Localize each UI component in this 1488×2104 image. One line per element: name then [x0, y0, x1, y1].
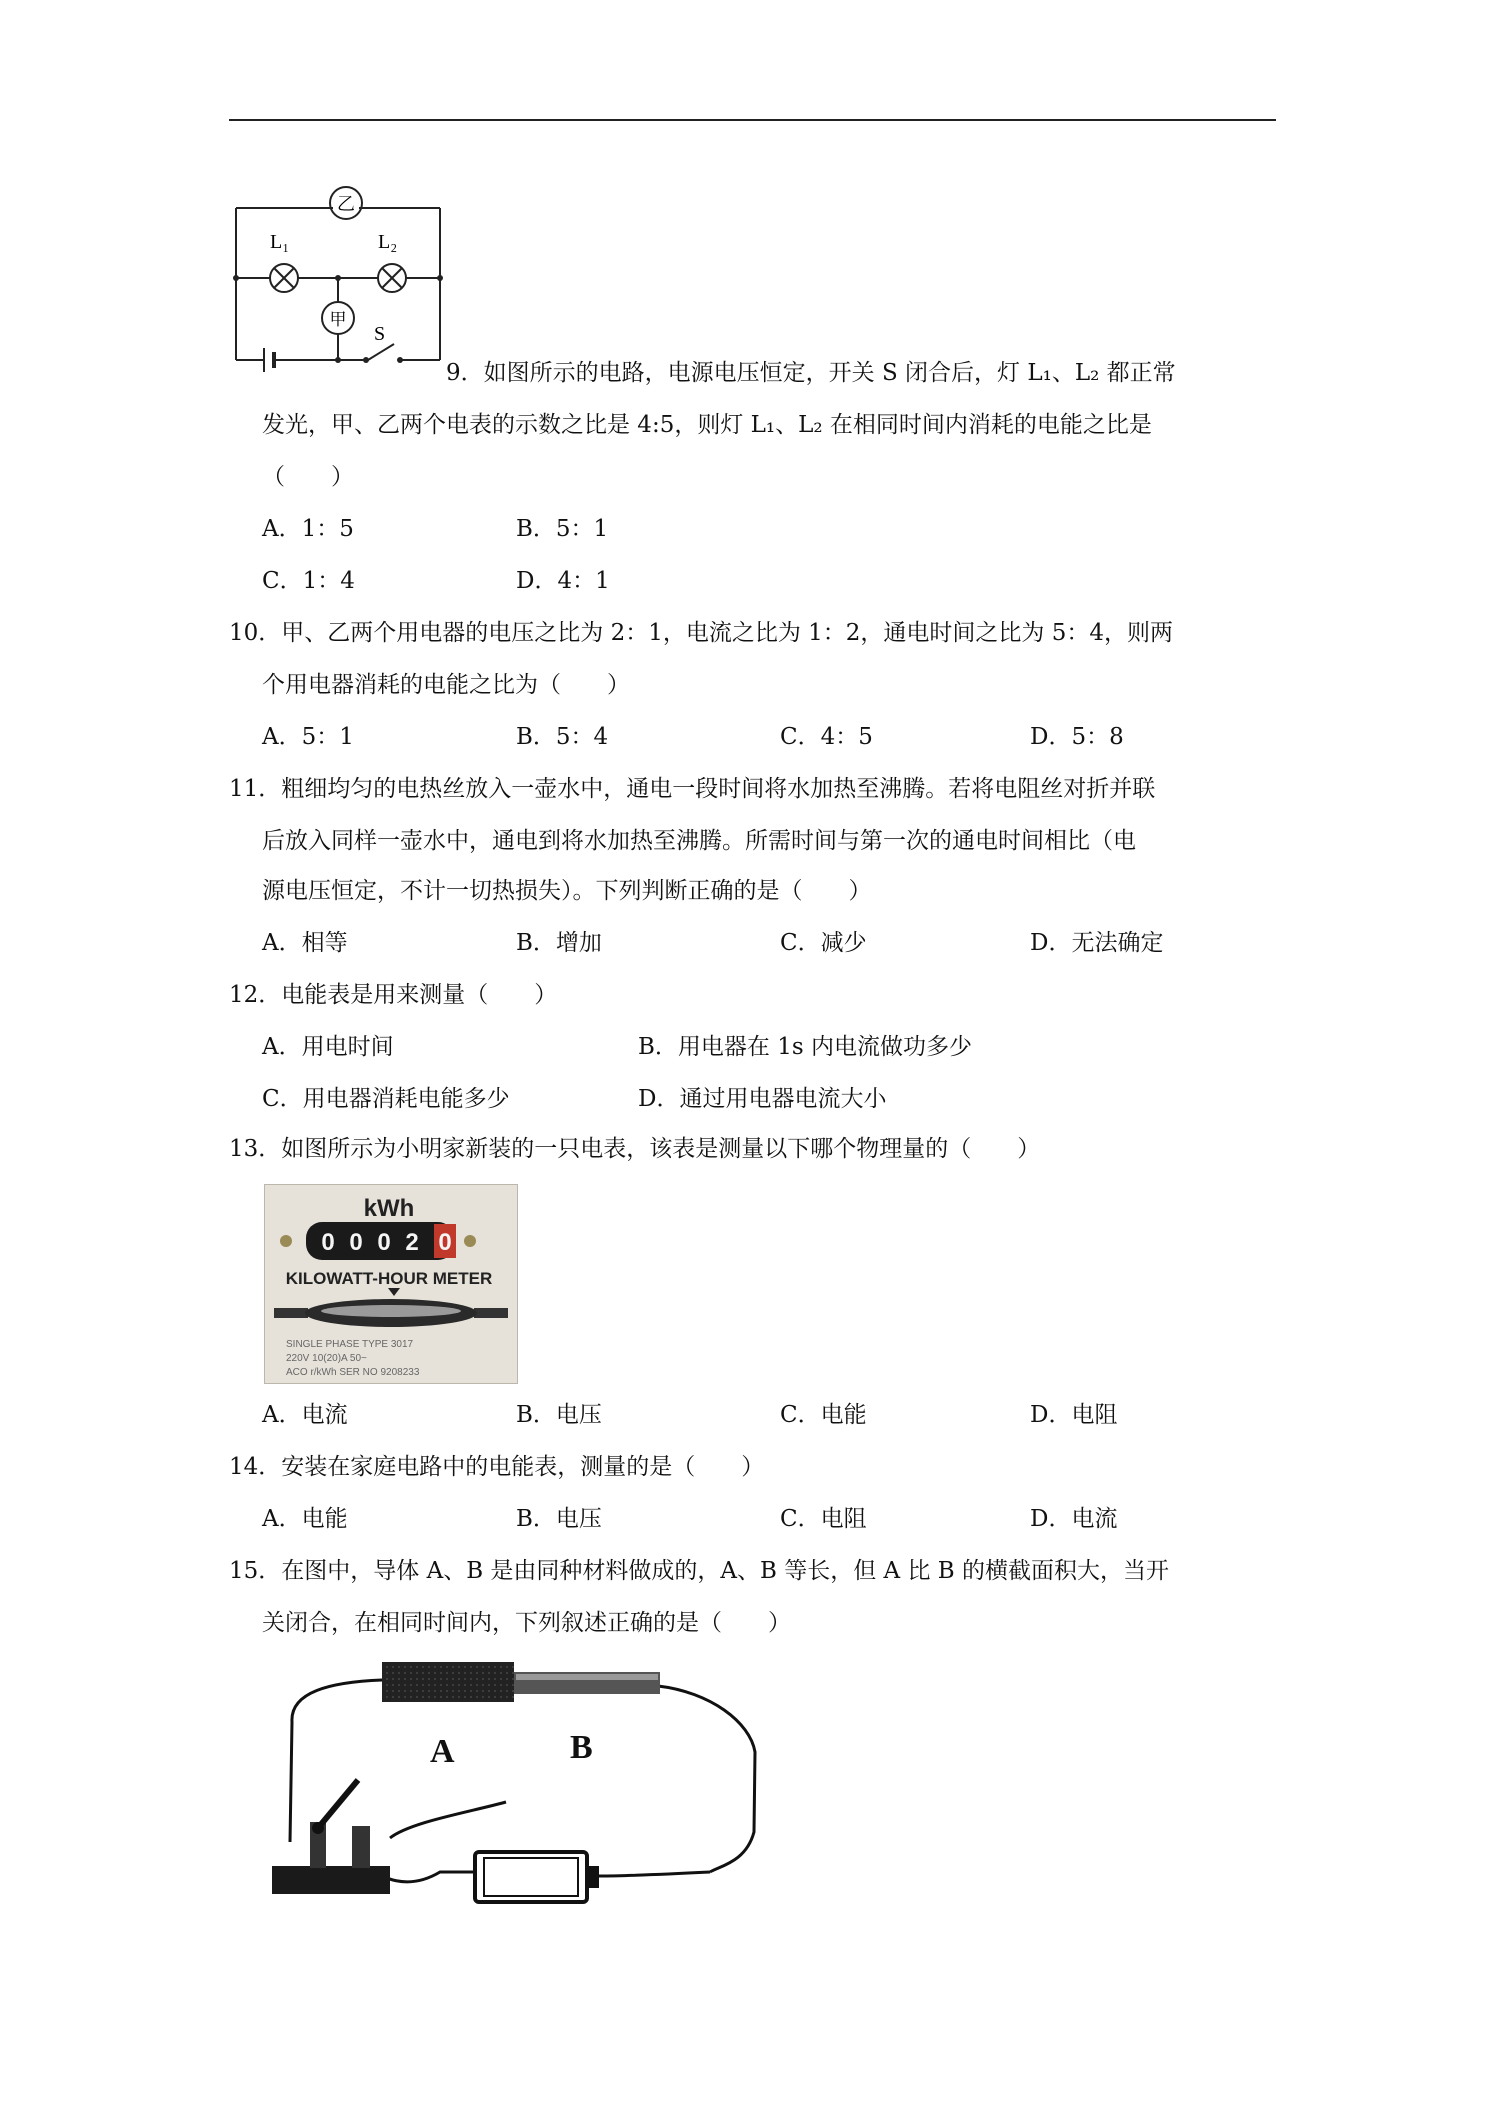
- q15-line-1: 15．在图中，导体 A、B 是由同种材料做成的，A、B 等长，但 A 比 B 的横截面积大，当开: [229, 1558, 1169, 1584]
- q9-option-d[interactable]: D．4：1: [516, 568, 610, 594]
- q9-lamp1-label: L₁: [270, 231, 290, 253]
- q13-meter-small-1: SINGLE PHASE TYPE 3017: [286, 1339, 414, 1350]
- q11-option-b[interactable]: B．增加: [516, 930, 602, 956]
- q9-circuit-figure: [228, 180, 448, 375]
- q13-meter-digit-1: 0: [321, 1229, 335, 1256]
- q12-option-c[interactable]: C．用电器消耗电能多少: [262, 1086, 510, 1112]
- q13-option-c[interactable]: C．电能: [780, 1402, 867, 1428]
- q9-meter-jia-label: 甲: [329, 310, 347, 330]
- q15-label-a: A: [430, 1733, 455, 1770]
- q11-option-d[interactable]: D．无法确定: [1030, 930, 1164, 956]
- q10-line-1: 10．甲、乙两个用电器的电压之比为 2：1，电流之比为 1：2，通电时间之比为 5：4，则两: [229, 620, 1173, 646]
- q13-meter-digit-3: 0: [377, 1229, 391, 1256]
- q11-line-3: 源电压恒定，不计一切热损失）。下列判断正确的是（ ）: [262, 878, 872, 904]
- q13-meter-digit-5: 0: [438, 1229, 452, 1256]
- q9-option-c[interactable]: C．1：4: [262, 568, 355, 594]
- q14-option-c[interactable]: C．电阻: [780, 1506, 867, 1532]
- q14-option-b[interactable]: B．电压: [516, 1506, 602, 1532]
- q13-meter-digit-2: 0: [349, 1229, 363, 1256]
- q13-meter-small-3: ACO r/kWh SER NO 9208233: [286, 1367, 420, 1378]
- q10-option-c[interactable]: C．4：5: [780, 724, 873, 750]
- q12-option-b[interactable]: B．用电器在 1s 内电流做功多少: [638, 1034, 972, 1060]
- q15-line-2: 关闭合，在相同时间内，下列叙述正确的是（ ）: [262, 1610, 791, 1636]
- q9-lamp2-label: L₂: [378, 231, 398, 253]
- q9-switch-label: S: [374, 323, 386, 345]
- q13-option-a[interactable]: A．电流: [262, 1402, 348, 1428]
- q10-line-2: 个用电器消耗的电能之比为（ ）: [262, 672, 630, 698]
- q13-option-b[interactable]: B．电压: [516, 1402, 602, 1428]
- q11-option-c[interactable]: C．减少: [780, 930, 867, 956]
- q13-meter-unit: kWh: [363, 1195, 415, 1222]
- q13-option-d[interactable]: D．电阻: [1030, 1402, 1118, 1428]
- q9-line-2: 发光，甲、乙两个电表的示数之比是 4:5，则灯 L₁、L₂ 在相同时间内消耗的电能之比是: [262, 412, 1152, 438]
- header-rule: [229, 119, 1276, 121]
- q13-meter-label: KILOWATT-HOUR METER: [285, 1269, 493, 1288]
- q9-line-3: （ ）: [262, 464, 354, 490]
- q10-option-d[interactable]: D．5：8: [1030, 724, 1124, 750]
- q11-option-a[interactable]: A．相等: [262, 930, 348, 956]
- q11-line-2: 后放入同样一壶水中，通电到将水加热至沸腾。所需时间与第一次的通电时间相比（电: [262, 828, 1136, 854]
- q13-line-1: 13．如图所示为小明家新装的一只电表，该表是测量以下哪个物理量的（ ）: [229, 1136, 1041, 1162]
- q11-line-1: 11．粗细均匀的电热丝放入一壶水中，通电一段时间将水加热至沸腾。若将电阻丝对折并联: [229, 776, 1156, 802]
- q13-meter-digit-4: 2: [405, 1229, 419, 1256]
- q10-option-a[interactable]: A．5：1: [262, 724, 354, 750]
- q13-meter-small-2: 220V 10(20)A 50~: [286, 1353, 367, 1364]
- q14-option-d[interactable]: D．电流: [1030, 1506, 1118, 1532]
- q10-option-b[interactable]: B．5：4: [516, 724, 609, 750]
- q12-line-1: 12．电能表是用来测量（ ）: [229, 982, 558, 1008]
- q12-option-d[interactable]: D．通过用电器电流大小: [638, 1086, 887, 1112]
- q9-line-1: 9．如图所示的电路，电源电压恒定，开关 S 闭合后，灯 L₁、L₂ 都正常: [446, 360, 1176, 386]
- q9-option-a[interactable]: A．1：5: [262, 516, 354, 542]
- q13-kwh-meter-photo: [264, 1184, 518, 1384]
- q9-option-b[interactable]: B．5：1: [516, 516, 609, 542]
- q15-conductor-circuit-figure: [270, 1652, 770, 1908]
- q9-meter-yi-label: 乙: [337, 194, 355, 215]
- q14-line-1: 14．安装在家庭电路中的电能表，测量的是（ ）: [229, 1454, 765, 1480]
- q14-option-a[interactable]: A．电能: [262, 1506, 348, 1532]
- q15-label-b: B: [570, 1729, 593, 1766]
- q12-option-a[interactable]: A．用电时间: [262, 1034, 394, 1060]
